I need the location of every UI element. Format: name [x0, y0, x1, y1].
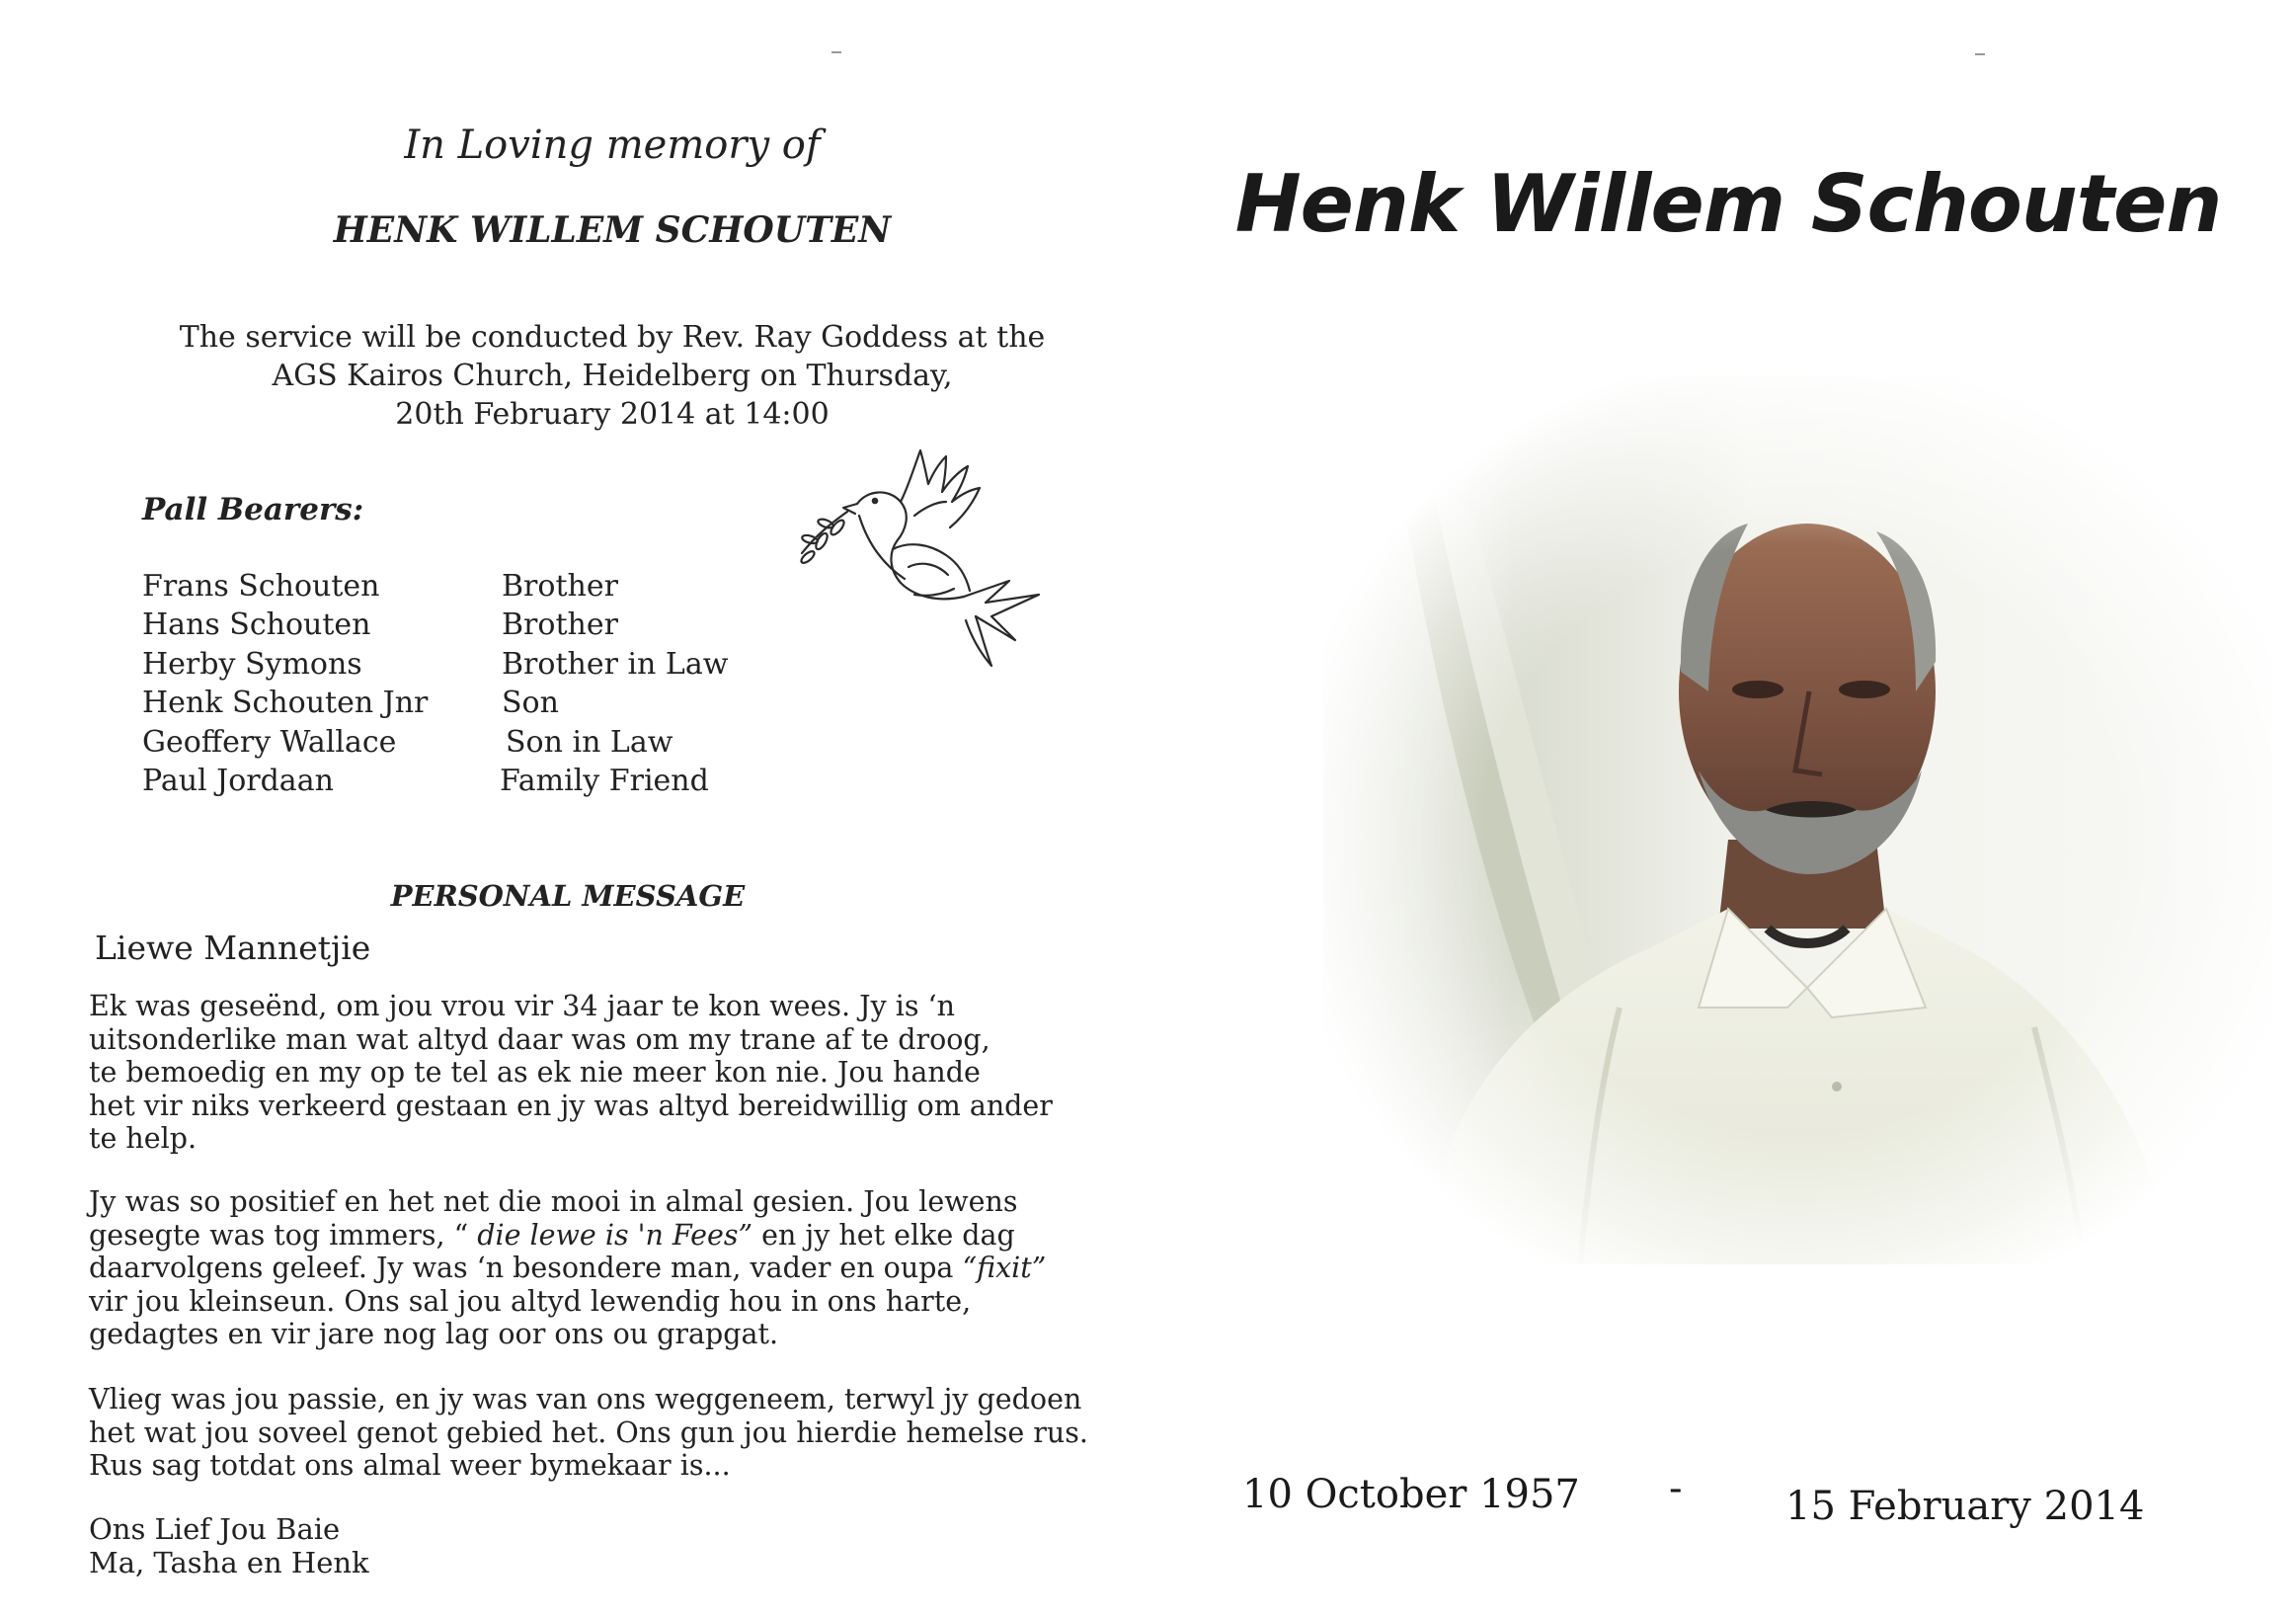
bearer-relation: Brother [502, 569, 618, 604]
service-line: The service will be conducted by Rev. Ray Goddess at the [179, 320, 1046, 355]
message-line: Ek was geseënd, om jou vrou vir 34 jaar te kon wees. Jy is ‘n [89, 990, 955, 1022]
pall-bearers-list [142, 569, 728, 802]
bearer-name: Frans Schouten [142, 569, 380, 604]
pall-bearer-row [142, 764, 728, 802]
message-sign-off [89, 1513, 369, 1579]
message-paragraph-1 [89, 990, 1076, 1156]
message-line: te help. [89, 1122, 198, 1155]
message-line [89, 1219, 1076, 1253]
pall-bearer-row [142, 686, 728, 724]
bearer-relation: Son [502, 686, 559, 721]
message-text: gesegte was tog immers, “ [89, 1218, 478, 1252]
deceased-name-caps: HENK WILLEM SCHOUTEN [333, 209, 892, 251]
service-line: AGS Kairos Church, Heidelberg on Thursday, [272, 359, 953, 393]
dove-with-olive-branch-icon [798, 446, 1065, 688]
message-line [89, 1252, 1076, 1285]
birth-date: 10 October 1957 [1242, 1472, 1580, 1517]
memory-heading: In Loving memory of [404, 122, 821, 168]
death-date: 15 February 2014 [1785, 1484, 2145, 1529]
personal-message-title: PERSONAL MESSAGE [390, 879, 746, 913]
bearer-relation: Son in Law [506, 724, 673, 760]
quote-text: “fixit” [962, 1252, 1047, 1284]
bearer-name: Henk Schouten Jnr [142, 686, 429, 721]
pall-bearer-row [142, 607, 728, 646]
scan-speck [1975, 53, 1985, 55]
message-line: gedagtes en vir jare nog lag oor ons ou grapgat. [89, 1318, 778, 1350]
pall-bearer-row [142, 647, 728, 686]
portrait-photo [1323, 375, 2271, 1264]
deceased-name-title: Henk Willem Schouten [1234, 158, 2222, 250]
date-separator: - [1669, 1466, 1683, 1511]
service-line: 20th February 2014 at 14:00 [395, 397, 830, 432]
bearer-name: Geoffery Wallace [142, 724, 397, 760]
right-page [1146, 0, 2296, 1618]
sign-off-line: Ons Lief Jou Baie [89, 1512, 341, 1546]
quote-text: die lewe is 'n Fees” [477, 1218, 753, 1252]
message-salutation: Liewe Mannetjie [95, 929, 371, 967]
message-line: Jy was so positief en het net die mooi in almal gesien. Jou lewens [89, 1185, 1018, 1218]
left-page [0, 0, 1146, 1618]
bearer-relation: Brother [502, 607, 618, 643]
bearer-relation: Brother in Law [502, 646, 729, 682]
message-text: en jy het elke dag [752, 1218, 1015, 1252]
pall-bearer-row [142, 569, 728, 607]
bearer-name: Hans Schouten [142, 607, 371, 643]
message-line: het vir niks verkeerd gestaan en jy was altyd bereidwillig om ander [89, 1089, 1053, 1122]
service-details [178, 318, 1047, 434]
message-line: Vlieg was jou passie, en jy was van ons weggeneem, terwyl jy gedoen [89, 1383, 1082, 1416]
pall-bearer-row [142, 725, 728, 764]
message-text: daarvolgens geleef. Jy was ‘n besondere man, vader en oupa [89, 1252, 963, 1284]
sign-off-line: Ma, Tasha en Henk [89, 1545, 369, 1579]
scan-speck [831, 51, 841, 53]
bearer-relation: Family Friend [500, 763, 709, 798]
message-line: te bemoedig en my op te tel as ek nie meer kon nie. Jou hande [89, 1056, 981, 1089]
message-line: Rus sag totdat ons almal weer bymekaar is... [89, 1449, 731, 1482]
bearer-name: Paul Jordaan [142, 763, 334, 798]
message-paragraph-3 [89, 1383, 1088, 1483]
message-line: vir jou kleinseun. Ons sal jou altyd lewendig hou in ons harte, [89, 1284, 972, 1318]
pall-bearers-title: Pall Bearers: [142, 492, 364, 527]
message-paragraph-2 [89, 1185, 1076, 1351]
message-line: het wat jou soveel genot gebied het. Ons gun jou hierdie hemelse rus. [89, 1416, 1088, 1449]
message-line: uitsonderlike man wat altyd daar was om my trane af te droog, [89, 1022, 990, 1056]
bearer-name: Herby Symons [142, 646, 362, 682]
